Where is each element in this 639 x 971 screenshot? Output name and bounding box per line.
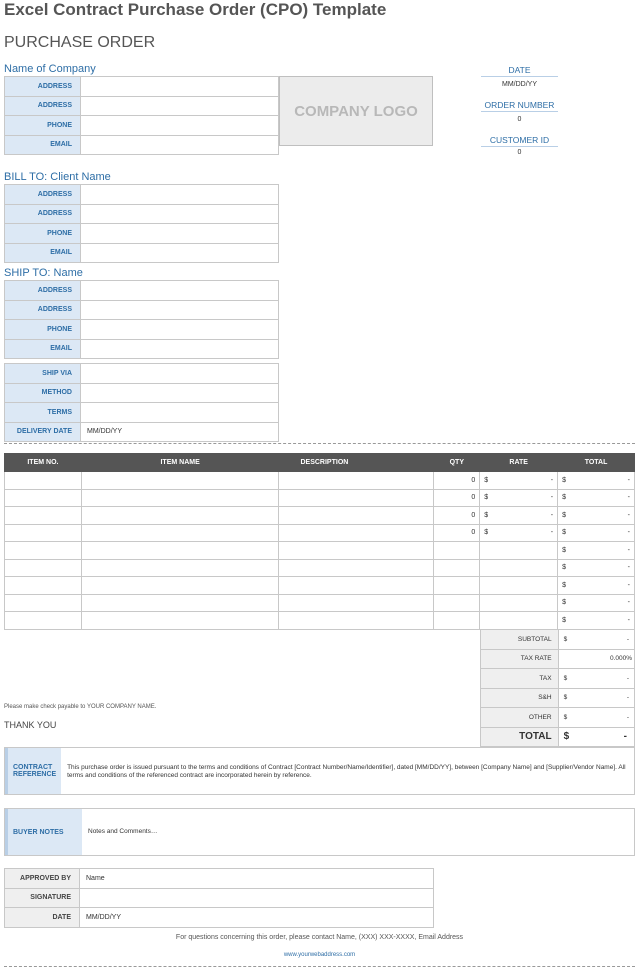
table-row — [5, 612, 635, 630]
document-title: PURCHASE ORDER — [4, 34, 156, 51]
buyer-notes-label: BUYER NOTES — [5, 809, 82, 855]
qty-cell[interactable] — [434, 612, 480, 630]
item-no-cell[interactable] — [5, 489, 82, 507]
approval-date-label: DATE — [5, 908, 80, 928]
ship-to-table — [4, 280, 279, 359]
qty-cell[interactable]: 0 — [434, 489, 480, 507]
table-row — [5, 577, 635, 595]
contract-reference-text[interactable]: This purchase order is issued pursuant to the terms and conditions of Contract [Contract Number/Name/Identifier], dated [MM/DD/YY], between [Company Name] and [Supplier/Vendor Name]. All terms and conditions of the referenced contract are incorporated herein by reference. — [67, 764, 626, 780]
total-cell: $ - — [558, 612, 635, 630]
company-name: Name of Company — [4, 63, 96, 75]
ship-to-input[interactable] — [81, 339, 279, 359]
rate-cell[interactable] — [480, 542, 558, 560]
delivery-date-input[interactable]: MM/DD/YY — [81, 422, 279, 442]
ship-to-input[interactable] — [81, 320, 279, 340]
ship-to-label: ADDRESS — [5, 281, 81, 301]
item-name-cell[interactable] — [81, 559, 279, 577]
col-description: DESCRIPTION — [279, 454, 434, 472]
table-row — [5, 559, 635, 577]
tax-value: $ - — [558, 669, 634, 689]
total-value: $ - — [558, 727, 634, 747]
ship-to-label: PHONE — [5, 320, 81, 340]
rate-cell[interactable]: $ - — [480, 524, 558, 542]
col-item-no: ITEM NO. — [5, 454, 82, 472]
rate-cell[interactable] — [480, 577, 558, 595]
description-cell[interactable] — [279, 594, 434, 612]
total-cell: $ - — [558, 489, 635, 507]
bill-to-input[interactable] — [81, 243, 279, 263]
total-cell: $ - — [558, 577, 635, 595]
payable-note: Please make check payable to YOUR COMPANY NAME. — [4, 704, 157, 710]
item-name-cell[interactable] — [81, 577, 279, 595]
ship-via-label: SHIP VIA — [5, 364, 81, 384]
item-no-cell[interactable] — [5, 594, 82, 612]
col-rate: RATE — [480, 454, 558, 472]
description-cell[interactable] — [279, 472, 434, 490]
footer-contact: For questions concerning this order, please contact Name, (XXX) XXX-XXXX, Email Address — [175, 934, 464, 941]
approved-by-value[interactable]: Name — [80, 869, 434, 889]
company-field-label: PHONE — [5, 116, 81, 136]
sh-label: S&H — [481, 688, 559, 708]
bill-to-label: ADDRESS — [5, 204, 81, 224]
signature-label: SIGNATURE — [5, 888, 80, 908]
tax-rate-label: TAX RATE — [481, 649, 559, 669]
description-cell[interactable] — [279, 612, 434, 630]
ship-to-input[interactable] — [81, 281, 279, 301]
total-cell: $ - — [558, 524, 635, 542]
approved-by-label: APPROVED BY — [5, 869, 80, 889]
rate-cell[interactable]: $ - — [480, 489, 558, 507]
approval-table — [4, 868, 434, 928]
bill-to-input[interactable] — [81, 204, 279, 224]
total-cell: $ - — [558, 507, 635, 525]
buyer-notes-box — [4, 808, 635, 856]
total-cell: $ - — [558, 472, 635, 490]
item-no-cell[interactable] — [5, 524, 82, 542]
item-no-cell[interactable] — [5, 559, 82, 577]
total-cell: $ - — [558, 594, 635, 612]
table-row — [5, 507, 635, 525]
qty-cell[interactable]: 0 — [434, 524, 480, 542]
buyer-notes-text[interactable]: Notes and Comments… — [88, 828, 158, 835]
date-label: DATE — [481, 65, 558, 77]
company-logo[interactable]: COMPANY LOGO — [279, 76, 433, 146]
approval-date-value[interactable]: MM/DD/YY — [80, 908, 434, 928]
other-value[interactable]: $ - — [558, 708, 634, 728]
table-row — [5, 594, 635, 612]
qty-cell[interactable] — [434, 559, 480, 577]
total-label: TOTAL — [481, 727, 559, 747]
rate-cell[interactable]: $ - — [480, 507, 558, 525]
description-cell[interactable] — [279, 542, 434, 560]
shipping-table — [4, 363, 279, 442]
description-cell[interactable] — [279, 577, 434, 595]
totals-table — [480, 629, 635, 747]
bill-to-label: PHONE — [5, 224, 81, 244]
bill-to-heading: BILL TO: Client Name — [4, 171, 111, 183]
qty-cell[interactable] — [434, 542, 480, 560]
customer-id-label: CUSTOMER ID — [481, 135, 558, 147]
company-field-label: ADDRESS — [5, 96, 81, 116]
subtotal-value: $ - — [558, 630, 634, 650]
items-table — [4, 453, 635, 630]
terms-input[interactable] — [81, 403, 279, 423]
bill-to-label: EMAIL — [5, 243, 81, 263]
bill-to-label: ADDRESS — [5, 185, 81, 205]
tax-label: TAX — [481, 669, 559, 689]
total-cell: $ - — [558, 559, 635, 577]
ship-to-label: EMAIL — [5, 339, 81, 359]
company-field-input[interactable] — [81, 96, 279, 116]
item-name-cell[interactable] — [81, 542, 279, 560]
rate-cell[interactable] — [480, 612, 558, 630]
qty-cell[interactable]: 0 — [434, 472, 480, 490]
table-row — [5, 542, 635, 560]
total-cell: $ - — [558, 542, 635, 560]
ship-to-label: ADDRESS — [5, 300, 81, 320]
bill-to-table — [4, 184, 279, 263]
company-field-input[interactable] — [81, 135, 279, 155]
footer-website[interactable]: www.yourwebaddress.com — [283, 952, 356, 958]
company-field-input[interactable] — [81, 116, 279, 136]
qty-cell[interactable] — [434, 594, 480, 612]
item-name-cell[interactable] — [81, 524, 279, 542]
contract-reference-label: CONTRACT REFERENCE — [5, 748, 61, 794]
bill-to-input[interactable] — [81, 185, 279, 205]
company-field-label: EMAIL — [5, 135, 81, 155]
table-row — [5, 524, 635, 542]
qty-cell[interactable] — [434, 577, 480, 595]
signature-input[interactable] — [80, 888, 434, 908]
item-no-cell[interactable] — [5, 577, 82, 595]
ship-to-input[interactable] — [81, 300, 279, 320]
company-field-label: ADDRESS — [5, 77, 81, 97]
contract-reference-box — [4, 747, 635, 795]
table-row — [5, 472, 635, 490]
order-number-value[interactable]: 0 — [517, 116, 522, 123]
col-qty: QTY — [434, 454, 480, 472]
description-cell[interactable] — [279, 489, 434, 507]
item-no-cell[interactable] — [5, 542, 82, 560]
bill-to-input[interactable] — [81, 224, 279, 244]
item-no-cell[interactable] — [5, 472, 82, 490]
delivery-date-label: DELIVERY DATE — [5, 422, 81, 442]
other-label: OTHER — [481, 708, 559, 728]
item-name-cell[interactable] — [81, 612, 279, 630]
page-title: Excel Contract Purchase Order (CPO) Template — [4, 0, 387, 19]
footer-divider — [4, 966, 635, 967]
subtotal-label: SUBTOTAL — [481, 630, 559, 650]
item-name-cell[interactable] — [81, 594, 279, 612]
thank-you: THANK YOU — [4, 720, 57, 730]
description-cell[interactable] — [279, 524, 434, 542]
item-name-cell[interactable] — [81, 507, 279, 525]
company-info-table — [4, 76, 279, 155]
ship-via-input[interactable] — [81, 364, 279, 384]
method-input[interactable] — [81, 383, 279, 403]
item-no-cell[interactable] — [5, 612, 82, 630]
description-cell[interactable] — [279, 559, 434, 577]
method-label: METHOD — [5, 383, 81, 403]
item-name-cell[interactable] — [81, 489, 279, 507]
description-cell[interactable] — [279, 507, 434, 525]
terms-label: TERMS — [5, 403, 81, 423]
divider — [4, 443, 635, 444]
item-no-cell[interactable] — [5, 507, 82, 525]
tax-rate-value[interactable]: 0.000% — [558, 649, 634, 669]
qty-cell[interactable]: 0 — [434, 507, 480, 525]
sh-value[interactable]: $ - — [558, 688, 634, 708]
col-total: TOTAL — [558, 454, 635, 472]
rate-cell[interactable]: $ - — [480, 472, 558, 490]
order-number-label: ORDER NUMBER — [481, 100, 558, 112]
company-field-input[interactable] — [81, 77, 279, 97]
ship-to-heading: SHIP TO: Name — [4, 267, 83, 279]
rate-cell[interactable] — [480, 559, 558, 577]
date-value[interactable]: MM/DD/YY — [502, 81, 537, 88]
customer-id-value[interactable]: 0 — [517, 149, 522, 156]
item-name-cell[interactable] — [81, 472, 279, 490]
table-row — [5, 489, 635, 507]
col-item-name: ITEM NAME — [81, 454, 279, 472]
rate-cell[interactable] — [480, 594, 558, 612]
